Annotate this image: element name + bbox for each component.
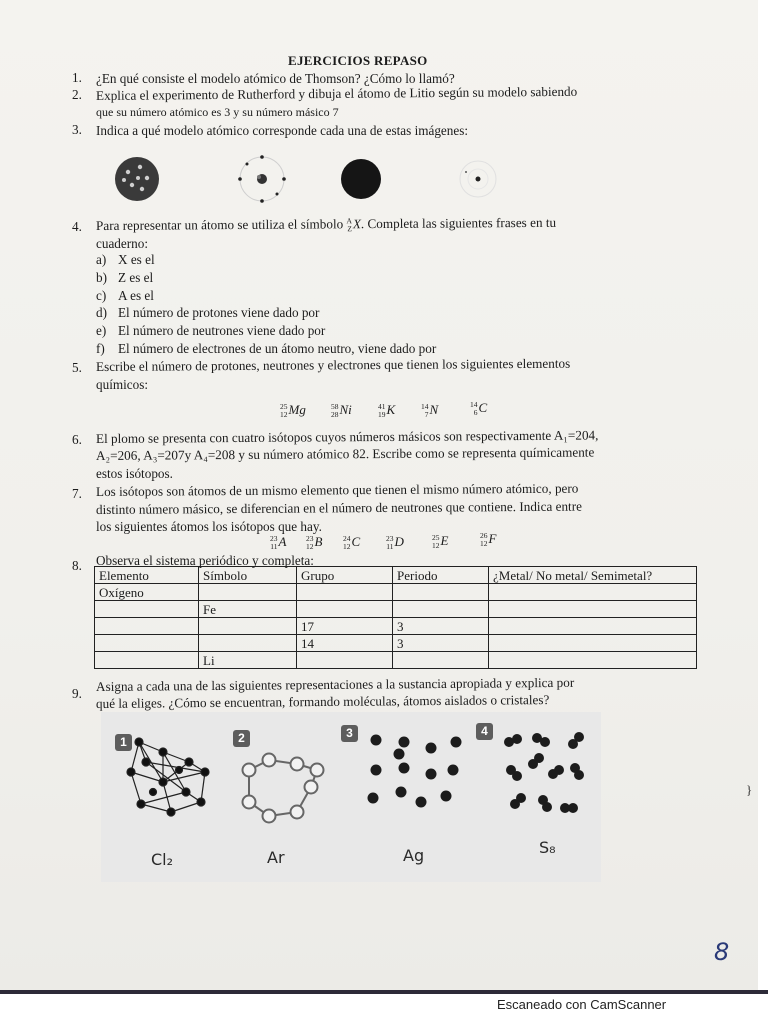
table-cell (393, 652, 489, 669)
q4-item-b-text: Z es el (118, 270, 154, 285)
crystal-lattice-drawing (127, 738, 209, 816)
q4-item-f-label: f) (96, 341, 105, 356)
q5-ni-atomic: 28 (331, 410, 339, 420)
q7-a-atomic: 11 (270, 542, 278, 552)
q2-number: 2. (72, 87, 82, 102)
q5-line1: Escribe el número de protones, neutrones y electrones que tienen los siguientes elementos (95, 355, 571, 374)
q7-line2: distinto número másico, se diferencian en el número de neutrones que contiene. Indica entre (95, 498, 582, 517)
table-cell: 17 (297, 618, 393, 635)
atomic-model-images (110, 150, 510, 210)
label-s8: S₈ (539, 838, 556, 857)
q7-number: 7. (72, 486, 82, 501)
q5-mg-mass: 25 (280, 402, 288, 412)
table-cell (297, 601, 393, 618)
table-cell: Fe (199, 601, 297, 618)
scanner-watermark: Escaneado con CamScanner (497, 997, 667, 1012)
q5-ni-mass: 58 (331, 402, 339, 412)
q1-text: ¿En qué consiste el modelo atómico de Thomson? ¿Cómo lo llamó? (96, 71, 455, 86)
q5-n-atomic: 7 (424, 410, 429, 420)
table-cell (297, 652, 393, 669)
q7-line3: los siguientes átomos los isótopos que hay. (96, 519, 322, 534)
table-cell: Oxígeno (95, 584, 199, 601)
q9-number: 9. (72, 686, 82, 701)
q7-symbol-b (306, 534, 322, 551)
q3-number: 3. (72, 122, 82, 137)
q7-b-letter: B (314, 534, 323, 549)
rutherford-model-image (238, 155, 286, 203)
q2-line2: que su número atómico es 3 y su número másico 7 (96, 105, 339, 119)
table-cell (95, 652, 199, 669)
dalton-model-image (341, 159, 381, 199)
header-elemento: Elemento (95, 567, 199, 584)
q7-symbol-e (432, 533, 448, 550)
q4-line2: cuaderno: (96, 236, 148, 251)
table-cell (393, 601, 489, 618)
q7-d-mass: 23 (386, 534, 394, 544)
q4-line1-end: . Completa las siguientes frases en tu (360, 214, 557, 232)
q7-b-mass: 23 (306, 534, 314, 544)
figure-badge-4: 4 (476, 723, 493, 740)
q5-symbol-c (470, 400, 487, 417)
margin-mark: } (746, 782, 753, 797)
q4-item-f-text: El número de electrones de un átomo neutro, viene dado por (118, 341, 437, 356)
q8-text: Observa el sistema periódico y completa: (96, 553, 314, 568)
table-cell (199, 584, 297, 601)
q5-number: 5. (72, 360, 82, 375)
q4-symbol-mass: A (346, 216, 352, 226)
q3-text: Indica a qué modelo atómico corresponde cada una de estas imágenes: (96, 123, 469, 138)
molecular-representations-figure (101, 712, 601, 882)
q6-line2: A₂=206, A₃=207y A₄=208 y su número atómico 82. Escribe como se representa químicamente (95, 444, 595, 463)
q7-f-mass: 26 (480, 531, 488, 541)
q8-number: 8. (72, 558, 82, 573)
q5-k-mass: 41 (378, 402, 386, 412)
q4-nuclide-symbol (346, 216, 361, 234)
q7-symbol-f (480, 531, 496, 548)
q7-line1: Los isótopos son átomos de un mismo elemento que tienen el mismo número atómico, pero (95, 480, 579, 499)
ring-molecule-drawing (243, 754, 324, 823)
q7-f-atomic: 12 (480, 539, 488, 549)
q4-line1 (96, 214, 556, 235)
q7-c-mass: 24 (343, 534, 351, 544)
table-row (95, 652, 697, 669)
worksheet-title: EJERCICIOS REPASO (288, 53, 428, 68)
q7-d-atomic: 11 (386, 542, 394, 552)
header-metal: ¿Metal/ No metal/ Semimetal? (489, 567, 697, 584)
figure-badge-3: 3 (341, 725, 358, 742)
q5-k-atomic: 19 (378, 410, 386, 420)
q5-symbol-mg (280, 402, 306, 419)
table-row (95, 635, 697, 652)
q5-n-letter: N (429, 402, 439, 417)
table-cell (393, 584, 489, 601)
q4-item-b-label: b) (96, 270, 107, 285)
table-cell (489, 601, 697, 618)
q7-b-atomic: 12 (306, 542, 314, 552)
q4-item-a-label: a) (96, 252, 107, 267)
table-cell (489, 618, 697, 635)
q7-c-letter: C (351, 534, 361, 549)
q5-line2: químicos: (96, 377, 149, 392)
figure-badge-2: 2 (233, 730, 250, 747)
header-grupo: Grupo (297, 567, 393, 584)
table-cell (489, 584, 697, 601)
table-cell (95, 601, 199, 618)
q9-line2: qué la eliges. ¿Cómo se encuentran, formando moléculas, átomos aislados o cristales? (95, 692, 550, 711)
table-cell: 3 (393, 635, 489, 652)
q5-n-mass: 14 (421, 402, 429, 412)
table-cell (199, 635, 297, 652)
q5-ni-letter: Ni (339, 402, 352, 417)
label-ag: Ag (403, 846, 425, 865)
q4-item-d-label: d) (96, 305, 107, 320)
q7-c-atomic: 12 (343, 542, 351, 552)
periodic-table-exercise (94, 566, 697, 669)
q4-item-c-label: c) (96, 288, 107, 303)
label-cl2: Cl₂ (151, 850, 174, 869)
table-cell (489, 635, 697, 652)
table-cell (199, 618, 297, 635)
table-row (95, 618, 697, 635)
q7-symbol-a (270, 534, 286, 551)
q1-number: 1. (72, 70, 82, 85)
q4-item-e-text: El número de neutrones viene dado por (118, 323, 326, 338)
table-cell (95, 635, 199, 652)
q7-symbol-c (343, 534, 360, 551)
table-cell: Li (199, 652, 297, 669)
q5-c-atomic: 6 (473, 408, 478, 418)
isolated-atoms-drawing (368, 735, 462, 808)
q4-line1-start: Para representar un átomo se utiliza el símbolo (95, 216, 344, 233)
header-simbolo: Símbolo (199, 567, 297, 584)
q7-f-letter: F (488, 531, 497, 546)
q4-item-e-label: e) (96, 323, 107, 338)
table-cell (297, 584, 393, 601)
q4-symbol-letter: X (352, 216, 361, 232)
table-row (95, 584, 697, 601)
q9-line1: Asigna a cada una de las siguientes representaciones a la sustancia apropiada y explica por (95, 674, 575, 694)
handwritten-page-number: 8 (714, 938, 730, 966)
q5-symbol-ni (331, 402, 352, 419)
q4-item-c-text: A es el (118, 288, 154, 303)
q7-a-mass: 23 (270, 534, 278, 544)
q2-line1: Explica el experimento de Rutherford y dibuja el átomo de Litio según su modelo sabiendo (95, 83, 578, 103)
figure-badge-1: 1 (115, 734, 132, 751)
q4-symbol-atomic: Z (347, 224, 352, 234)
q7-e-mass: 25 (432, 533, 440, 543)
q7-e-atomic: 12 (432, 541, 440, 551)
label-ar: Ar (267, 848, 285, 867)
q7-d-letter: D (394, 534, 404, 549)
q4-number: 4. (72, 219, 82, 234)
q7-a-letter: A (278, 534, 287, 549)
table-header-row (95, 567, 697, 584)
table-row (95, 601, 697, 618)
q5-symbol-k (378, 402, 395, 419)
table-cell (95, 618, 199, 635)
q5-mg-atomic: 12 (280, 410, 288, 420)
q7-e-letter: E (440, 533, 449, 548)
diatomic-molecules-drawing (504, 732, 584, 813)
q5-mg-letter: Mg (288, 402, 306, 417)
q6-line3: estos isótopos. (96, 466, 173, 481)
table-cell: 14 (297, 635, 393, 652)
q5-k-letter: K (386, 402, 396, 417)
molecule-drawings (101, 712, 601, 832)
table-cell: 3 (393, 618, 489, 635)
thomson-model-image (115, 157, 159, 201)
q6-number: 6. (72, 432, 82, 447)
q4-item-a-text: X es el (118, 252, 155, 267)
header-periodo: Periodo (393, 567, 489, 584)
q5-c-mass: 14 (470, 400, 478, 410)
bohr-model-image (460, 161, 496, 197)
q5-c-letter: C (478, 400, 488, 415)
q7-symbol-d (386, 534, 404, 551)
q5-symbol-n (421, 402, 438, 419)
table-cell (489, 652, 697, 669)
q6-line1: El plomo se presenta con cuatro isótopos cuyos números másicos son respectivamente A₁=204, (95, 427, 599, 446)
q4-item-d-text: El número de protones viene dado por (118, 305, 320, 320)
